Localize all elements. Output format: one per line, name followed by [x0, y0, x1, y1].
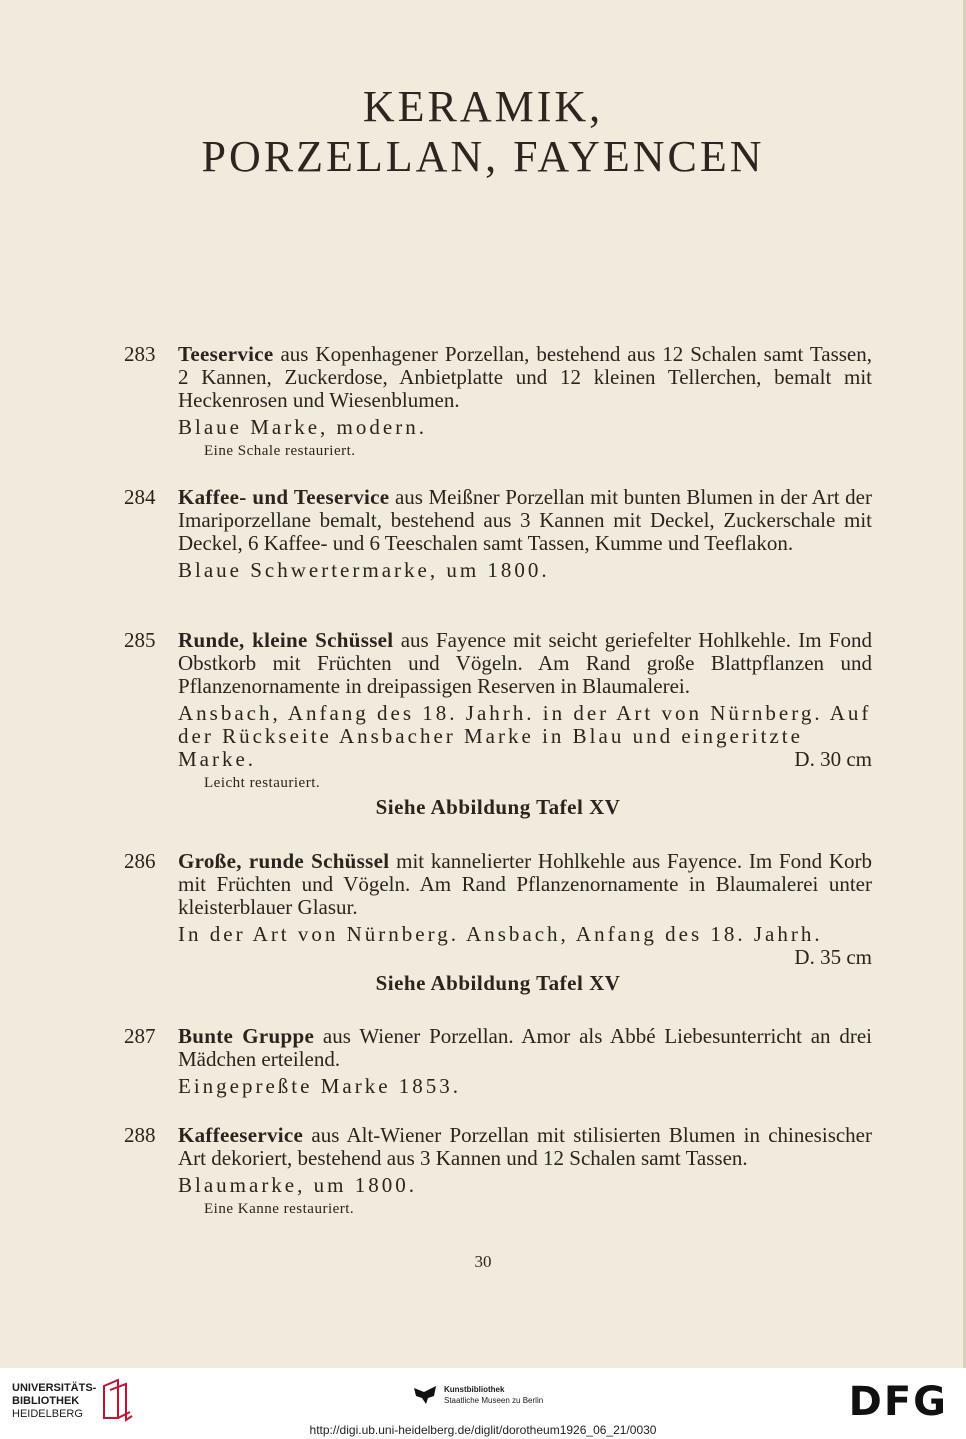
- library-name-line3: HEIDELBERG: [12, 1408, 83, 1420]
- lot-dimension: D. 30 cm: [794, 747, 872, 771]
- lot-number: 283: [124, 342, 156, 366]
- lot-description: [178, 486, 872, 555]
- lot-description: [178, 629, 872, 698]
- partner-subtitle: Staatliche Museen zu Berlin: [444, 1396, 544, 1405]
- lot-entry: [124, 343, 872, 461]
- lot-description: [178, 1025, 872, 1071]
- plate-reference: Siehe Abbildung Tafel XV: [375, 971, 621, 995]
- lot-text: aus Alt-Wiener Porzellan mit stilisierten Blumen in chinesischer Art dekoriert, bestehend aus 3 Kannen und 12 Schalen samt Tassen.: [178, 1123, 872, 1170]
- lot-description: [178, 1124, 872, 1170]
- lot-number: 285: [124, 628, 156, 652]
- plate-reference: Siehe Abbildung Tafel XV: [375, 795, 621, 819]
- lot-description: [178, 343, 872, 412]
- lot-text: aus Kopenhagener Porzellan, bestehend aus 12 Schalen samt Tassen, 2 Kannen, Zuckerdose, Anbietplatte und 12 kleinen Tellerchen, bemalt mit Heckenrosen und Wiesenblumen.: [178, 342, 872, 412]
- lot-entry: [124, 629, 872, 819]
- page-title-line1: KERAMIK,: [362, 82, 604, 131]
- lot-attribution: Eingepreßte Marke 1853.: [178, 1074, 462, 1098]
- lot-entry: [124, 1025, 872, 1098]
- lot-heading: Runde, kleine Schüssel: [178, 628, 394, 652]
- lot-entry: [124, 1124, 872, 1219]
- permalink[interactable]: http://digi.ub.uni-heidelberg.de/diglit/dorotheum1926_06_21/0030: [309, 1423, 657, 1437]
- lot-text: aus Meißner Porzellan mit bunten Blumen in der Art der Imariporzellane bemalt, bestehend aus 3 Kannen mit Deckel, Zuckerschale mit Deckel, 6 Kaffee- und 6 Teeschalen samt Tassen, Kumme und Teeflakon.: [178, 485, 872, 555]
- lot-number: 284: [124, 485, 156, 509]
- lot-dimension: D. 35 cm: [794, 945, 872, 969]
- lot-note: Eine Schale restauriert.: [204, 443, 356, 459]
- lot-text: mit kannelierter Hohlkehle aus Fayence. Im Fond Korb mit Früchten und Vögeln. Am Rand Pflanzenornamente in Blaumalerei unter kleisterblauer Glasur.: [178, 849, 872, 919]
- lot-text: aus Fayence mit seicht geriefelter Hohlkehle. Im Fond Obstkorb mit Früchten und Vögeln. Am Rand große Blattpflanzen und Pflanzenornamente in dreipassigen Reserven in Blaumalerei.: [178, 628, 872, 698]
- page-title-line2: PORZELLAN, FAYENCEN: [201, 132, 765, 181]
- lot-heading: Kaffeeservice: [178, 1123, 304, 1147]
- lot-heading: Große, runde Schüssel: [178, 849, 390, 873]
- lot-heading: Bunte Gruppe: [178, 1024, 315, 1048]
- lot-note: Leicht restauriert.: [204, 775, 321, 791]
- eagle-icon: [412, 1384, 438, 1406]
- lot-heading: Kaffee- und Teeservice: [178, 485, 390, 509]
- lot-attribution: Blaumarke, um 1800.: [178, 1173, 417, 1197]
- page-number: 30: [474, 1252, 492, 1271]
- lot-text: aus Wiener Porzellan. Amor als Abbé Liebesunterricht an drei Mädchen erteilend.: [178, 1024, 873, 1071]
- lot-description: [178, 850, 872, 919]
- lot-number: 288: [124, 1123, 156, 1147]
- lot-number: 287: [124, 1024, 156, 1048]
- lot-attribution: In der Art von Nürnberg. Ansbach, Anfang des 18. Jahrh.: [178, 922, 823, 946]
- lot-note: Eine Kanne restauriert.: [204, 1201, 355, 1217]
- digitization-footer: [0, 1368, 966, 1439]
- university-library-logo-icon[interactable]: [100, 1378, 136, 1422]
- lot-attribution: Blaue Marke, modern.: [178, 415, 427, 439]
- lot-attribution: Blaue Schwertermarke, um 1800.: [178, 558, 550, 582]
- library-name-line2: BIBLIOTHEK: [12, 1395, 80, 1407]
- library-name-line1: UNIVERSITÄTS-: [12, 1382, 97, 1394]
- lot-entry: [124, 486, 872, 582]
- partner-name: Kunstbibliothek: [444, 1385, 505, 1394]
- lot-entry: [124, 850, 872, 995]
- library-name[interactable]: [12, 1382, 96, 1421]
- partner-logo[interactable]: [412, 1384, 543, 1406]
- lot-attribution-text: Ansbach, Anfang des 18. Jahrh. in der Art von Nürnberg. Auf der Rückseite Ansbacher Marke in Blau und eingeritzte Marke.: [178, 701, 872, 771]
- dfg-logo[interactable]: DFG: [848, 1379, 948, 1425]
- lot-heading: Teeservice: [178, 342, 274, 366]
- lot-number: 286: [124, 849, 156, 873]
